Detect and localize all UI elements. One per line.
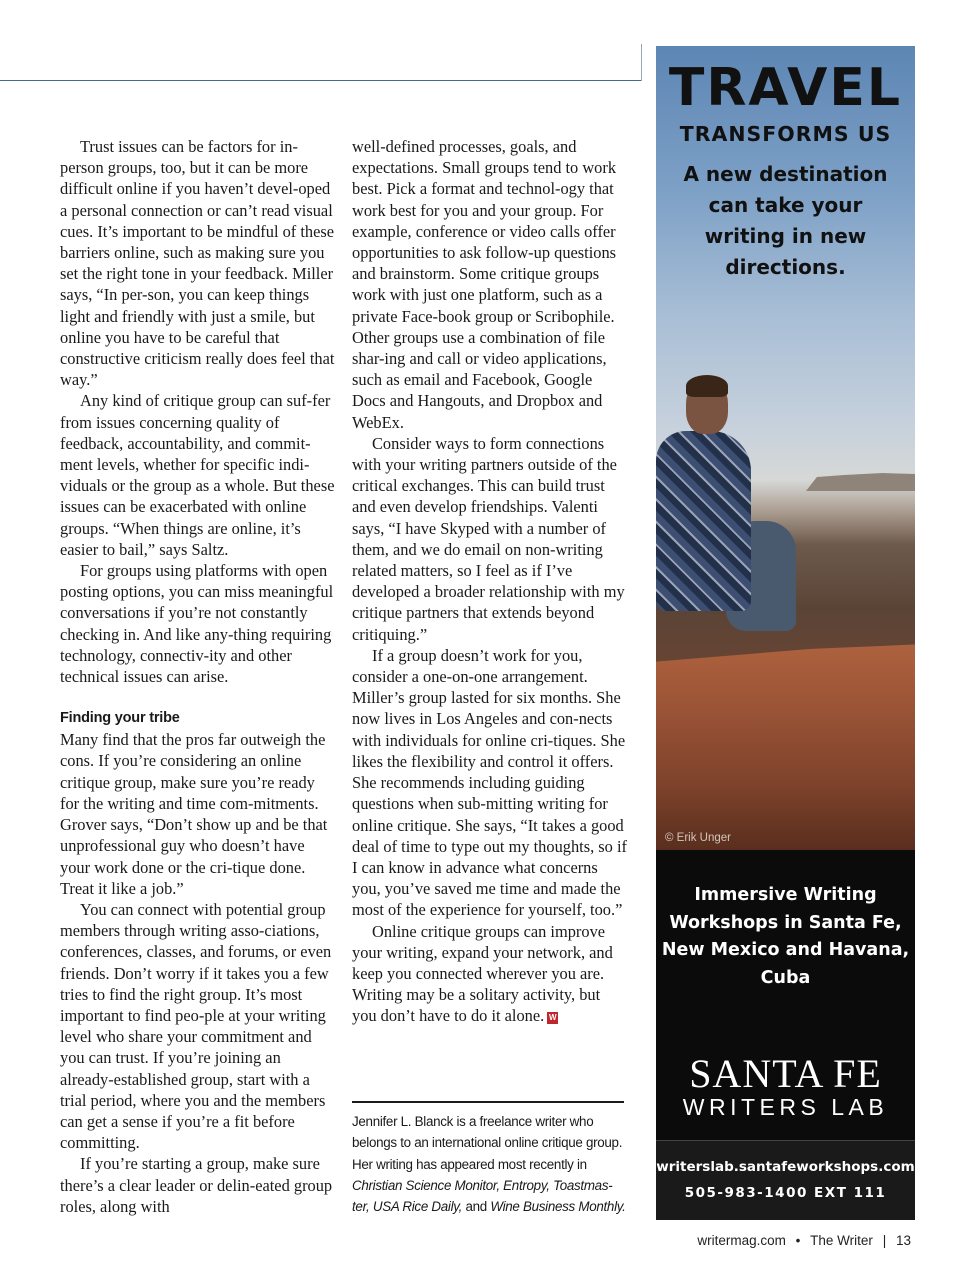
bio-text: is a freelance writer who belongs to an international online critique group. Her writing has appeared most recently in (352, 1114, 623, 1172)
end-mark-icon: W (548, 1013, 557, 1023)
paragraph: Any kind of critique group can suf-fer from issues concerning quality of feedback, accountability, and commit-ment levels, whether for specific indi-viduals or the group as a whole. But these issues can be exacerbated with online groups. “When things are online, it’s easier to bail,” says Saltz. (60, 391, 335, 559)
article-column-1 (60, 136, 336, 1217)
paragraph-final (352, 921, 628, 1027)
ad-headline: TRAVEL (668, 58, 903, 118)
ad-logo-line2: WRITERS LAB (682, 1094, 889, 1120)
paragraph: For groups using platforms with open posting options, you can miss meaningful conversations if you’re not constantly checking in. And like any-thing requiring technology, connectiv-ity and other technical issues can arise. (60, 561, 334, 687)
section-heading: Finding your tribe (60, 710, 180, 727)
author-bio (352, 1111, 628, 1217)
ad-url-link[interactable]: writerslab.santafeworkshops.com (656, 1159, 915, 1175)
paragraph: Consider ways to form connections with your writing partners outside of the critical exchanges. This can build trust and even develop friendships. Valenti says, “I have Skyped with a number of them, and we do email on non-writing related matters, so I feel as if I’ve developed a broader relationship with my critique partners that extends beyond critiquing.” (352, 433, 625, 644)
bio-text: and (462, 1199, 491, 1215)
ad-contact-panel (656, 1140, 915, 1220)
ad-logo-line1: SANTA FE (689, 1051, 882, 1096)
ad-subheadline: TRANSFORMS US (679, 122, 892, 146)
paragraph: If you’re starting a group, make sure there’s a clear leader or delin-eated group roles, along with (60, 1154, 333, 1216)
paragraph: well-defined processes, goals, and expectations. Small groups tend to work best. Pick a format and technol-ogy that work best for you and your group. For example, conference or video calls offer opportunities to ask follow-up questions and brainstorm. Some critique groups work with just one platform, such as a private Face-book group or Scribophile. Other groups use a combination of file shar-ing and call or video applications, such as email and Facebook, Google Docs and Hangouts, and Dropbox and WebEx. (352, 137, 617, 432)
column-gutter-rule (641, 44, 642, 81)
article-column-2 (352, 136, 628, 1027)
ad-phone: 505-983-1400 EXT 111 (684, 1185, 887, 1201)
footer-magazine: The Writer (810, 1233, 873, 1248)
bio-rule (352, 1101, 624, 1103)
bio-publication: Wine Business Monthly. (490, 1199, 626, 1215)
page-number: 13 (895, 1233, 911, 1248)
ad-tagline: A new destination can take your writing in new directions. (683, 162, 888, 279)
footer-site: writermag.com (697, 1233, 786, 1248)
footer-divider: | (882, 1233, 887, 1248)
mesa-shape (806, 471, 915, 491)
advertisement[interactable] (656, 46, 915, 1220)
paragraph: Trust issues can be factors for in-person groups, too, but it can be more difficult online if you haven’t devel-oped a personal connection or can’t read visual cues. It’s important to be mindful of these barriers online, such as making sure you set the right tone in your feedback. Miller says, “In per-son, you can keep things light and friendly with just a smile, but online you have to be careful that constructive criticism really does feel that way.” (60, 137, 335, 390)
paragraph-text: Online critique groups can improve your writing, expand your network, and keep you connected wherever you are. Writing may be a solitary activity, but you don’t have to do it alone. (352, 921, 613, 1026)
header-rule (0, 80, 642, 81)
paragraph: If a group doesn’t work for you, consider a one-on-one arrangement. Miller’s group lasted for six months. She now lives in Los Angeles and con-nects with individuals for online cri-tiques. She likes the flexibility and control it offers. She recommends including guiding questions when sub-mitting writing for online critique. She says, “It takes a good deal of time to type out my thoughts, so if I can know in advance what concerns you, you’ve saved me time and made the most of the experience for yourself, too.” (352, 645, 627, 920)
paragraph: You can connect with potential group members through writing asso-ciations, conferences, classes, and forums, or even friends. Don’t worry if it takes you a few tries to find the right group. It’s most important to find peo-ple at your writing level who share your commitment and you can trust. If you’re joining an already-established group, start with a trial period, where you and the members can get a sense if you’re a fit before committing. (60, 899, 332, 1153)
author-name: Jennifer L. Blanck (352, 1114, 454, 1129)
rock-ledge-shape (656, 636, 915, 850)
person-illustration (656, 371, 796, 661)
paragraph: Many find that the pros far outweigh the cons. If you’re considering an online critique group, make sure you’re ready for the writing and time com-mitments. Grover says, “Don’t show up and be that unprofessional guy who doesn’t have your work done or the cri-tique done. Treat it like a job.” (60, 730, 328, 898)
ad-workshops-text: Immersive Writing Workshops in Santa Fe, New Mexico and Havana, Cuba (661, 885, 910, 988)
footer-bullet: • (795, 1233, 801, 1248)
page-footer (694, 1233, 914, 1248)
photo-credit: © Erik Unger (665, 832, 731, 844)
bio-publications: Christian Science Monitor, Entropy, Toastmas-ter, USA Rice Daily, (352, 1177, 613, 1215)
